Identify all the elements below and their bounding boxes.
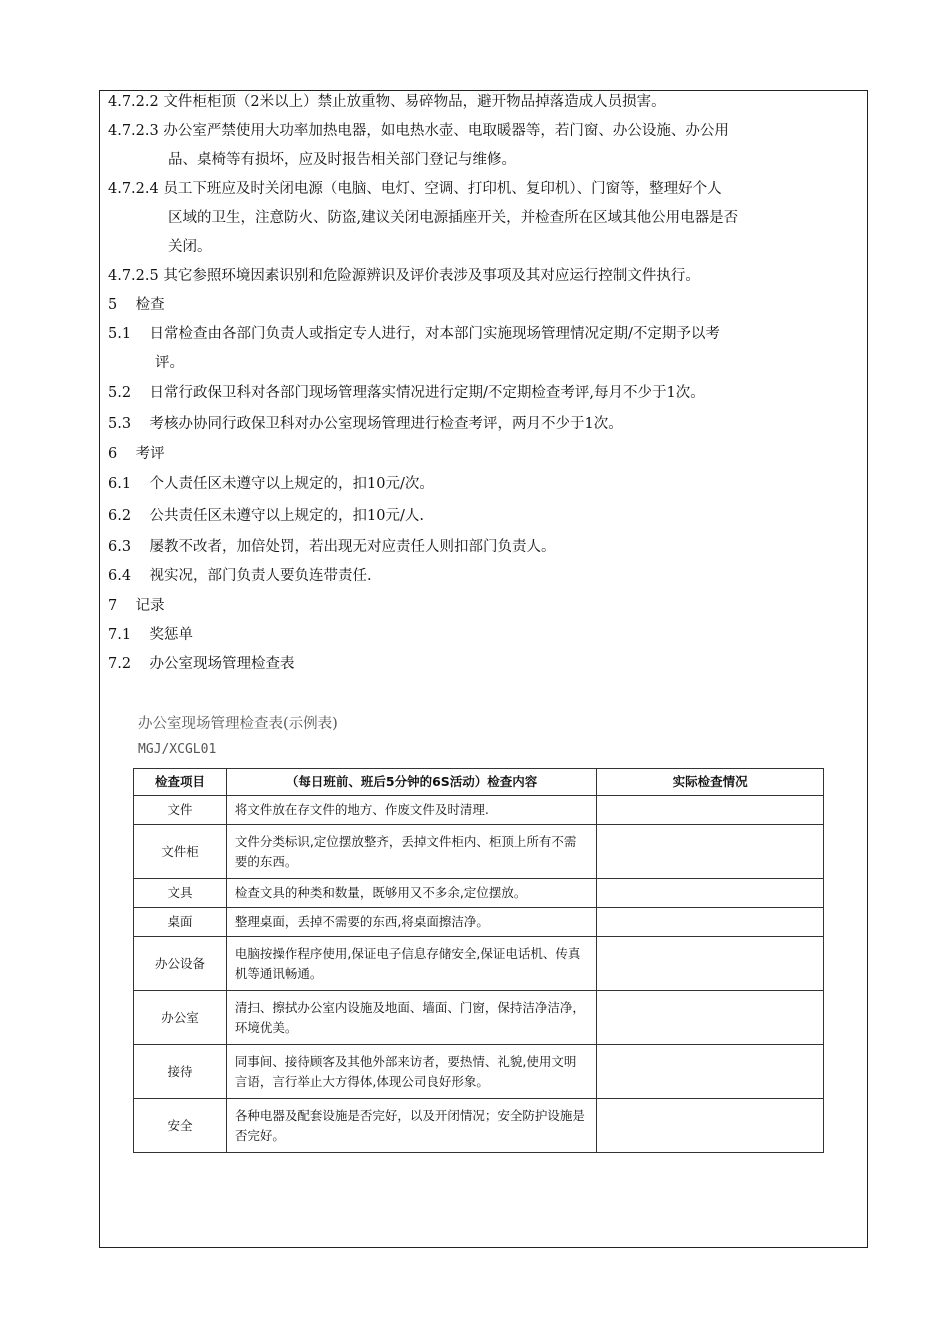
clause-number: 5.3 <box>108 416 132 432</box>
clause-text-continued: 评。 <box>155 355 184 371</box>
inspection-item: 办公室 <box>134 991 227 1045</box>
clause-number: 7.2 <box>108 656 132 672</box>
inspection-content: 整理桌面，丢掉不需要的东西,将桌面擦洁净。 <box>226 908 596 937</box>
office-inspection-table <box>133 768 824 1153</box>
table-form-code: MGJ/XCGL01 <box>138 742 217 757</box>
inspection-content: 将文件放在存文件的地方、作废文件及时清理. <box>226 796 596 825</box>
clause-5-2 <box>108 379 843 408</box>
clause-text: 公共责任区未遵守以上规定的，扣10元/人. <box>149 508 424 524</box>
clause-text-continued: 区域的卫生，注意防火、防盗,建议关闭电源插座开关，并检查所在区域其他公用电器是否 <box>168 210 739 226</box>
clause-4-7-2-2 <box>108 88 843 117</box>
table-caption: 办公室现场管理检查表(示例表) <box>138 716 338 732</box>
clause-text-continued: 品、桌椅等有损坏，应及时报告相关部门登记与维修。 <box>168 152 516 168</box>
actual-inspection-cell[interactable] <box>597 796 824 825</box>
inspection-item: 文件柜 <box>134 825 227 879</box>
clause-number: 6.2 <box>108 508 132 524</box>
inspection-content: 检查文具的种类和数量，既够用又不多余,定位摆放。 <box>226 879 596 908</box>
clause-number: 7.1 <box>108 627 132 643</box>
clause-text: 员工下班应及时关闭电源（电脑、电灯、空调、打印机、复印机）、门窗等，整理好个人 <box>163 181 722 197</box>
clause-number: 6.3 <box>108 539 132 555</box>
inspection-content: 文件分类标识,定位摆放整齐，丢掉文件柜内、柜顶上所有不需要的东西。 <box>226 825 596 879</box>
table-row <box>134 1099 824 1153</box>
clause-6-3 <box>108 533 843 562</box>
clause-number: 4.7.2.4 <box>108 181 159 197</box>
table-header-row <box>134 769 824 796</box>
clause-text: 日常检查由各部门负责人或指定专人进行，对本部门实施现场管理情况定期/不定期予以考 <box>149 326 720 342</box>
clause-7-1 <box>108 621 843 650</box>
inspection-content: 清扫、擦拭办公室内设施及地面、墙面、门窗，保持洁净洁净，环境优美。 <box>226 991 596 1045</box>
clause-text-continued: 关闭。 <box>168 239 212 255</box>
clause-number: 4.7.2.5 <box>108 268 159 284</box>
table-row <box>134 908 824 937</box>
clause-text: 屡教不改者，加倍处罚，若出现无对应责任人则扣部门负责人。 <box>149 539 556 555</box>
actual-inspection-cell[interactable] <box>597 908 824 937</box>
clause-6-1 <box>108 470 843 499</box>
inspection-content: 电脑按操作程序使用,保证电子信息存储安全,保证电话机、传真机等通讯畅通。 <box>226 937 596 991</box>
clause-6-2 <box>108 502 843 531</box>
section-heading-evaluation: 6 考评 <box>108 446 165 462</box>
clause-4-7-2-3 <box>108 117 843 146</box>
clause-4-7-2-4 <box>108 175 843 204</box>
clause-text: 办公室现场管理检查表 <box>149 656 295 672</box>
inspection-item: 办公设备 <box>134 937 227 991</box>
actual-inspection-cell[interactable] <box>597 1045 824 1099</box>
column-header-content: （每日班前、班后5分钟的6S活动）检查内容 <box>226 769 596 796</box>
table-row <box>134 796 824 825</box>
clause-text: 文件柜柜顶（2米以上）禁止放重物、易碎物品，避开物品掉落造成人员损害。 <box>163 94 666 110</box>
clause-number: 6.4 <box>108 568 132 584</box>
inspection-item: 安全 <box>134 1099 227 1153</box>
actual-inspection-cell[interactable] <box>597 937 824 991</box>
clause-6-4 <box>108 562 843 591</box>
clause-text: 个人责任区未遵守以上规定的，扣10元/次。 <box>149 476 434 492</box>
clause-5-1 <box>108 320 843 349</box>
clause-number: 4.7.2.3 <box>108 123 159 139</box>
actual-inspection-cell[interactable] <box>597 1099 824 1153</box>
inspection-content: 同事间、接待顾客及其他外部来访者，要热情、礼貌,使用文明言语，言行举止大方得体,体现公司良好形象。 <box>226 1045 596 1099</box>
table-row <box>134 879 824 908</box>
column-header-item: 检查项目 <box>134 769 227 796</box>
table-row <box>134 991 824 1045</box>
clause-4-7-2-5 <box>108 262 843 291</box>
clause-text: 办公室严禁使用大功率加热电器，如电热水壶、电取暖器等，若门窗、办公设施、办公用 <box>163 123 729 139</box>
clause-5-3 <box>108 410 843 439</box>
inspection-content: 各种电器及配套设施是否完好，以及开闭情况；安全防护设施是否完好。 <box>226 1099 596 1153</box>
table-row <box>134 937 824 991</box>
table-row <box>134 1045 824 1099</box>
clause-text: 视实况，部门负责人要负连带责任. <box>149 568 372 584</box>
inspection-item: 接待 <box>134 1045 227 1099</box>
column-header-actual: 实际检查情况 <box>597 769 824 796</box>
inspection-item: 文具 <box>134 879 227 908</box>
section-heading-inspection: 5 检查 <box>108 297 165 313</box>
clause-text: 考核办协同行政保卫科对办公室现场管理进行检查考评，两月不少于1次。 <box>149 416 623 432</box>
section-heading-records: 7 记录 <box>108 598 165 614</box>
clause-text: 日常行政保卫科对各部门现场管理落实情况进行定期/不定期检查考评,每月不少于1次。 <box>149 385 705 401</box>
clause-text: 奖惩单 <box>149 627 193 643</box>
inspection-item: 桌面 <box>134 908 227 937</box>
clause-number: 6.1 <box>108 476 132 492</box>
clause-number: 5.2 <box>108 385 132 401</box>
clause-7-2 <box>108 650 843 679</box>
clause-number: 4.7.2.2 <box>108 94 159 110</box>
table-row <box>134 825 824 879</box>
actual-inspection-cell[interactable] <box>597 825 824 879</box>
actual-inspection-cell[interactable] <box>597 991 824 1045</box>
inspection-item: 文件 <box>134 796 227 825</box>
actual-inspection-cell[interactable] <box>597 879 824 908</box>
clause-number: 5.1 <box>108 326 132 342</box>
clause-text: 其它参照环境因素识别和危险源辨识及评价表涉及事项及其对应运行控制文件执行。 <box>163 268 700 284</box>
